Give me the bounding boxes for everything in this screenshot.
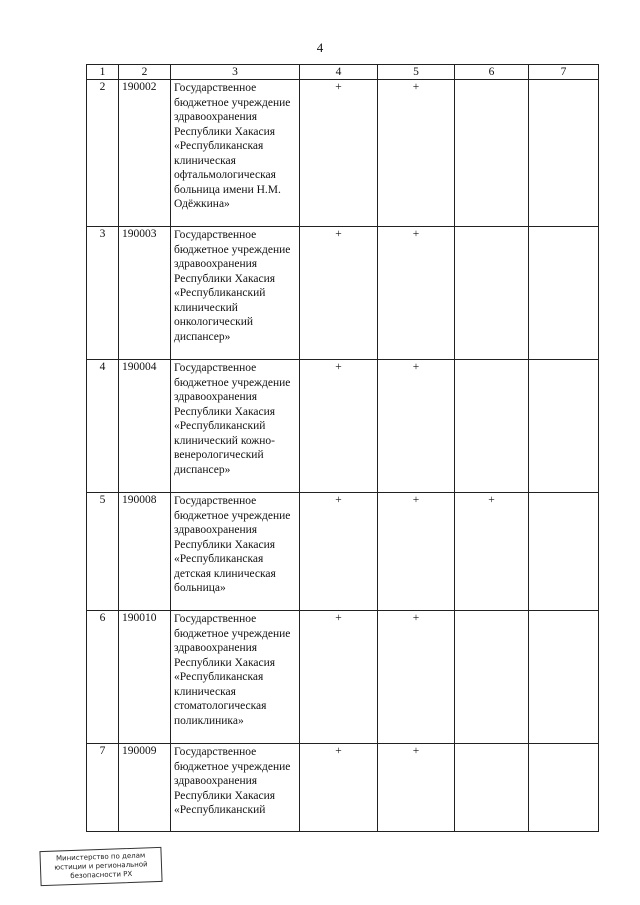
institution-name: Государственное бюджетное учреждение здравоохранения Республики Хакасия «Республиканская клиническая офтальмологическая больница имени Н.М. Одёжкина» [171, 80, 300, 227]
table-row [87, 744, 599, 832]
mark-col-6 [455, 80, 529, 227]
column-header: 5 [378, 65, 455, 80]
institution-name: Государственное бюджетное учреждение здравоохранения Республики Хакасия «Республиканская детская клиническая больница» [171, 493, 300, 611]
mark-col-7 [529, 744, 599, 832]
institution-code: 190002 [119, 80, 171, 227]
table-row [87, 611, 599, 744]
row-number: 4 [87, 360, 119, 493]
table-row [87, 493, 599, 611]
mark-col-7 [529, 360, 599, 493]
institution-code: 190009 [119, 744, 171, 832]
mark-col-7 [529, 80, 599, 227]
row-number: 2 [87, 80, 119, 227]
institution-code: 190008 [119, 493, 171, 611]
table-row [87, 80, 599, 227]
mark-col-5: + [378, 744, 455, 832]
column-header: 1 [87, 65, 119, 80]
mark-col-5: + [378, 611, 455, 744]
column-header: 6 [455, 65, 529, 80]
header-row [87, 65, 599, 80]
stamp-line: Министерство по делам [55, 851, 146, 863]
mark-col-4: + [300, 227, 378, 360]
mark-col-4: + [300, 744, 378, 832]
column-header: 7 [529, 65, 599, 80]
mark-col-5: + [378, 360, 455, 493]
institution-name: Государственное бюджетное учреждение здравоохранения Республики Хакасия «Республиканская клиническая стоматологическая поликлиника» [171, 611, 300, 744]
mark-col-5: + [378, 227, 455, 360]
row-number: 7 [87, 744, 119, 832]
mark-col-6 [455, 611, 529, 744]
mark-col-4: + [300, 80, 378, 227]
stamp-line: юстиции и региональной [54, 860, 148, 872]
row-number: 6 [87, 611, 119, 744]
mark-col-7 [529, 611, 599, 744]
registry-table [86, 64, 599, 832]
mark-col-7 [529, 227, 599, 360]
institution-name: Государственное бюджетное учреждение здравоохранения Республики Хакасия «Республиканский [171, 744, 300, 832]
institution-code: 190004 [119, 360, 171, 493]
column-header: 2 [119, 65, 171, 80]
institution-name: Государственное бюджетное учреждение здравоохранения Республики Хакасия «Республиканский клинический кожно-венерологический диспансер» [171, 360, 300, 493]
mark-col-6 [455, 744, 529, 832]
institution-code: 190010 [119, 611, 171, 744]
mark-col-5: + [378, 493, 455, 611]
page-number: 4 [316, 40, 324, 55]
stamp-line: безопасности РХ [70, 869, 133, 881]
mark-col-4: + [300, 493, 378, 611]
mark-col-6: + [455, 493, 529, 611]
column-header: 3 [171, 65, 300, 80]
column-header: 4 [300, 65, 378, 80]
row-number: 3 [87, 227, 119, 360]
mark-col-6 [455, 360, 529, 493]
mark-col-4: + [300, 360, 378, 493]
mark-col-6 [455, 227, 529, 360]
mark-col-4: + [300, 611, 378, 744]
institution-code: 190003 [119, 227, 171, 360]
ministry-stamp [39, 847, 162, 886]
institution-name: Государственное бюджетное учреждение здравоохранения Республики Хакасия «Республиканский клинический онкологический диспансер» [171, 227, 300, 360]
mark-col-7 [529, 493, 599, 611]
table-row [87, 227, 599, 360]
row-number: 5 [87, 493, 119, 611]
table-row [87, 360, 599, 493]
mark-col-5: + [378, 80, 455, 227]
